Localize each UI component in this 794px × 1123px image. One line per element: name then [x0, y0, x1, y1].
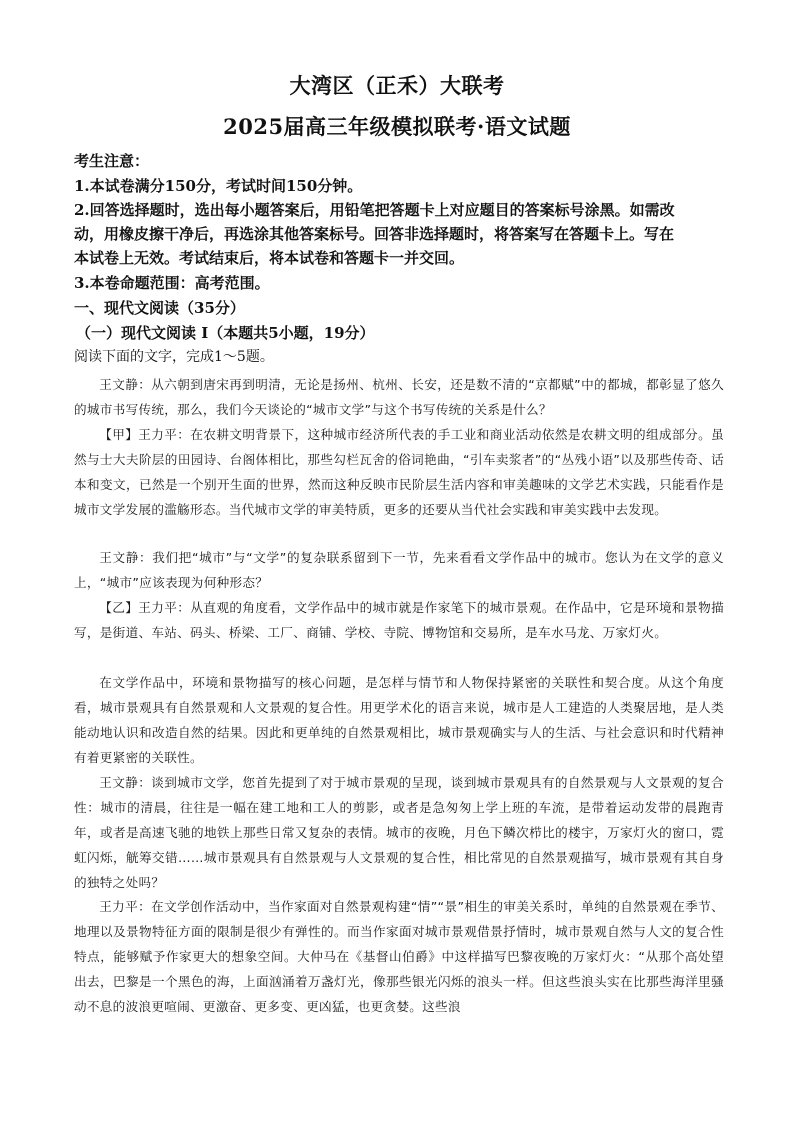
notice-heading: 考生注意：	[74, 152, 150, 170]
notice-item-2-line-3: 本试卷上无效。考试结束后，将本试卷和答题卡一并交回。	[74, 249, 465, 267]
exam-title: 大湾区（正禾）大联考	[289, 73, 505, 98]
passage-paragraph: 王文静：从六朝到唐宋再到明清，无论是扬州、杭州、长安，还是数不清的“京都赋”中的都城，都彰显了悠久的城市书写传统，那么，我们今天谈论的“城市文学”与这个书写传统的关系是什么？	[74, 377, 724, 417]
reading-instruction: 阅读下面的文字，完成1～5题。	[74, 349, 274, 365]
notice-item-1: 1.本试卷满分150分，考试时间150分钟。	[74, 177, 363, 195]
sub-section-heading: （一）现代文阅读 I（本题共5小题，19分）	[76, 324, 375, 342]
notice-item-2-line-2: 动，用橡皮擦干净后，再选涂其他答案标号。回答非选择题时，将答案写在答题卡上。写在	[74, 225, 675, 243]
passage-paragraph: 【甲】王力平：在农耕文明背景下，这种城市经济所代表的手工业和商业活动依然是农耕文明的组成部分。虽然与士大夫阶层的田园诗、台阁体相比，那些勾栏瓦舍的俗词艳曲，“引车卖浆者”的“丛残小语”以及那些传奇、话本和变文，已然是一个别开生面的世界，然而这种反映市民阶层生活内容和审美趣味的文学艺术实践，只能看作是城市文学发展的滥觞形态。当代城市文学的审美特质，更多的还要从当代社会实践和审美实践中去发现。	[74, 427, 724, 517]
passage-paragraph: 【乙】王力平：从直观的角度看，文学作品中的城市就是作家笔下的城市景观。在作品中，它是环境和景物描写，是街道、车站、码头、桥梁、工厂、商铺、学校、寺院、博物馆和交易所，是车水马龙、万家灯火。	[74, 600, 724, 640]
passage-paragraph: 王文静：谈到城市文学，您首先提到了对于城市景观的呈现，谈到城市景观具有的自然景观与人文景观的复合性：城市的清晨，往往是一幅在建工地和工人的剪影，或者是急匆匆上学上班的车流，是带着运动发带的晨跑青年，或者是高速飞驰的地铁上那些日常又复杂的表情。城市的夜晚，月色下鳞次栉比的楼宇，万家灯火的窗口，霓虹闪烁，觥筹交错……城市景观具有自然景观与人文景观的复合性，相比常见的自然景观描写，城市景观有其自身的独特之处吗？	[74, 775, 724, 890]
passage-paragraph: 王力平：在文学创作活动中，当作家面对自然景观构建“情”“景”相生的审美关系时，单纯的自然景观在季节、地理以及景物特征方面的限制是很少有弹性的。而当作家面对城市景观借景抒情时，城市景观自然与人文的复合性特点，能够赋予作家更大的想象空间。大仲马在《基督山伯爵》中这样描写巴黎夜晚的万家灯火：“从那个高处望出去，巴黎是一个黑色的海，上面汹涌着万盏灯光，像那些银光闪烁的浪头一样。但这些浪头实在比那些海洋里骚动不息的波浪更喧闹、更激奋、更多变、更凶猛，也更贪婪。这些浪	[74, 899, 724, 1014]
notice-item-2-line-1: 2.回答选择题时，选出每小题答案后，用铅笔把答题卡上对应题目的答案标号涂黑。如需改	[74, 201, 675, 219]
passage-paragraph: 在文学作品中，环境和景物描写的核心问题，是怎样与情节和人物保持紧密的关联性和契合度。从这个角度看，城市景观具有自然景观和人文景观的复合性。用更学术化的语言来说，城市是人工建造的人类聚居地，是人类能动地认识和改造自然的结果。因此和更单纯的自然景观相比，城市景观确实与人的生活、与社会意识和时代精神有着更紧密的关联性。	[74, 675, 724, 765]
passage-paragraph: 王文静：我们把“城市”与“文学”的复杂联系留到下一节，先来看看文学作品中的城市。您认为在文学的意义上，“城市”应该表现为何种形态？	[74, 550, 724, 590]
exam-subtitle: 2025届高三年级模拟联考·语文试题	[223, 114, 571, 139]
notice-item-3: 3.本卷命题范围：高考范围。	[74, 274, 270, 292]
section-heading: 一、现代文阅读（35分）	[74, 299, 245, 317]
